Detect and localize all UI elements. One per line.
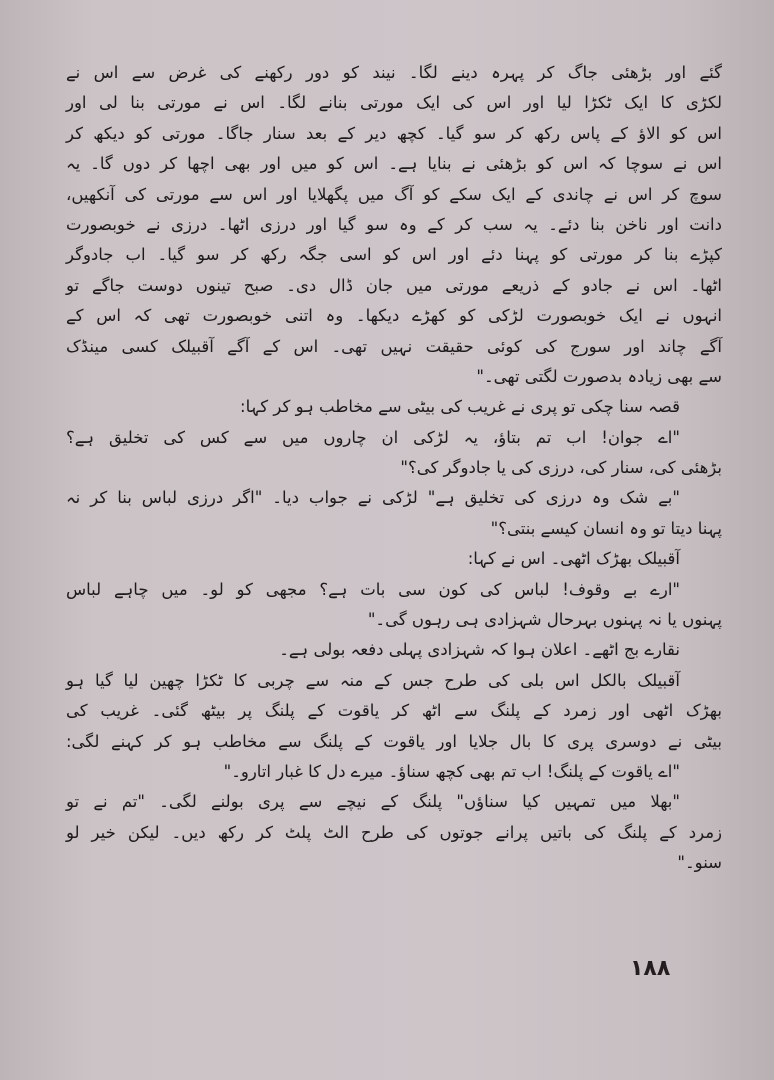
- text-line: بھڑک اٹھی اور زمرد کے پلنگ سے اٹھ کر یاقوت کے پلنگ پر بیٹھ گئی۔ غریب کی: [66, 701, 722, 721]
- text-line: اس کو الاؤ کے پاس رکھ کر سو گیا۔ کچھ دیر کے بعد سنار جاگا۔ مورتی کو دیکھ کر: [66, 123, 722, 143]
- text-line: اٹھا۔ اس نے جادو کے ذریعے مورتی میں جان ڈال دی۔ صبح تینوں دوست جاگے تو: [66, 275, 722, 295]
- text-line: سوچ کر اس نے چاندی کے ایک سکے کو آگ میں پگھلایا اور اس سے مورتی کی آنکھیں،: [66, 184, 722, 204]
- text-line: سنو۔": [677, 853, 722, 873]
- text-line: گئے اور بڑھئی جاگ کر پہرہ دینے لگا۔ نیند کو دور رکھنے کی غرض سے اس نے: [66, 63, 722, 82]
- text-line: پہنا دیتا تو وہ انسان کیسے بنتی؟": [490, 518, 722, 538]
- text-line: زمرد کے پلنگ کی باتیں پرانے جوتوں کی طرح الٹ پلٹ کر رکھ دیں۔ لیکن خیر لو: [66, 822, 722, 842]
- text-line: لکڑی کا ایک ٹکڑا لیا اور اس کی ایک مورتی بنانے لگا۔ اس نے مورتی بنا لی اور: [66, 93, 722, 113]
- text-line: اس نے سوچا کہ اس کو بڑھئی نے بنایا ہے۔ اس کو میں اور بھی اچھا کر دوں گا۔ یہ: [66, 154, 722, 174]
- text-line: کپڑے بنا کر مورتی کو پہنا دئے اور اس کو اسی جگہ رکھ کر سو گیا۔ اب جادوگر: [66, 245, 722, 265]
- text-line: قصہ سنا چکی تو پری نے غریب کی بیٹی سے مخاطب ہو کر کہا:: [240, 397, 680, 417]
- text-line: "بے شک وہ درزی کی تخلیق ہے" لڑکی نے جواب دیا۔ "اگر درزی لباس بنا کر نہ: [66, 488, 680, 508]
- text-line: بڑھئی کی، سنار کی، درزی کی یا جادوگر کی؟": [400, 458, 722, 478]
- text-line: "بھلا میں تمہیں کیا سناؤں" پلنگ کے نیچے سے پری بولنے لگی۔ "تم نے تو: [66, 792, 680, 812]
- text-line: انہوں نے ایک خوبصورت لڑکی کو کھڑے دیکھا۔ وہ اتنی خوبصورت تھی کہ اس کے: [66, 306, 722, 326]
- page-text: [66, 58, 722, 879]
- text-line: "اے یاقوت کے پلنگ! اب تم بھی کچھ سناؤ۔ میرے دل کا غبار اتارو۔": [223, 761, 680, 781]
- text-line: آقبیلک بھڑک اٹھی۔ اس نے کہا:: [467, 549, 680, 569]
- text-line: "اے جوان! اب تم بتاؤ، یہ لڑکی ان چاروں میں سے کس کی تخلیق ہے؟: [66, 427, 680, 447]
- text-line: بیٹی نے دوسری پری کا بال جلایا اور یاقوت کے پلنگ سے مخاطب ہو کر کہنے لگی:: [66, 731, 722, 751]
- text-line: سے بھی زیادہ بدصورت لگتی تھی۔": [476, 366, 722, 386]
- text-line: "ارے بے وقوف! لباس کی کون سی بات ہے؟ مجھی کو لو۔ میں چاہے لباس: [66, 579, 680, 599]
- text-line: آقبیلک بالکل اس بلی کی طرح جس کے منہ سے چربی کا ٹکڑا چھین لیا گیا ہو: [66, 670, 680, 690]
- text-line: آگے چاند اور سورج کی کوئی حقیقت نہیں تھی۔ اس کے آگے آقبیلک کسی مینڈک: [66, 336, 722, 356]
- text-line: پہنوں یا نہ پہنوں بہرحال شہزادی ہی رہوں گی۔": [367, 610, 722, 630]
- text-line: دانت اور ناخن بنا دئے۔ یہ سب کر کے وہ سو گیا اور درزی اٹھا۔ درزی نے خوبصورت: [66, 214, 722, 234]
- page-number: ۱۸۸: [630, 956, 671, 981]
- text-line: نقارے بج اٹھے۔ اعلان ہوا کہ شہزادی پہلی دفعہ بولی ہے۔: [279, 640, 680, 660]
